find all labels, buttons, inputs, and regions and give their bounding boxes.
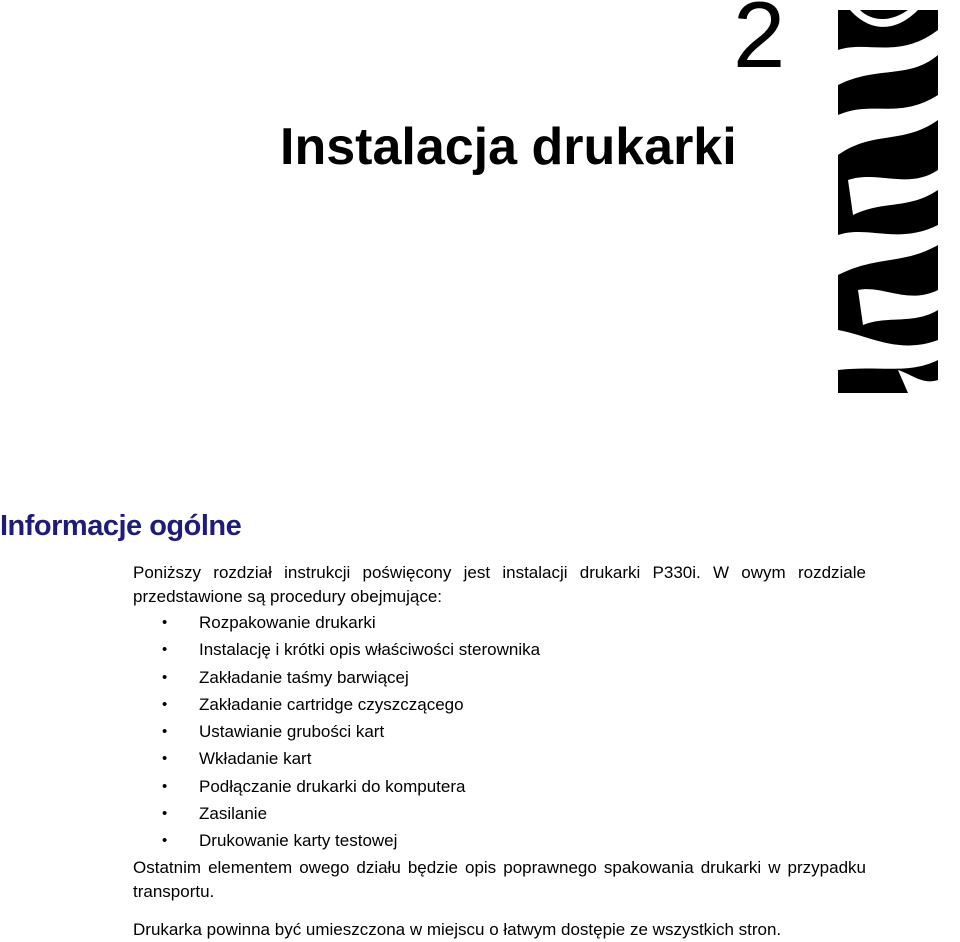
list-item: • Zakładanie cartridge czyszczącego — [162, 691, 540, 718]
list-item: • Ustawianie grubości kart — [162, 718, 540, 745]
list-item: • Zakładanie taśmy barwiącej — [162, 664, 540, 691]
chapter-title: Instalacja drukarki — [280, 118, 737, 176]
list-item: • Drukowanie karty testowej — [162, 827, 540, 854]
procedure-list — [162, 609, 540, 855]
zebra-stripes-icon — [838, 10, 938, 393]
list-item: • Wkładanie kart — [162, 745, 540, 772]
chapter-number: 2 — [733, 0, 786, 87]
closing-paragraph: Ostatnim elementem owego działu będzie opis poprawnego spakowania drukarki w przypadku transportu. — [133, 858, 866, 901]
intro-paragraph: Poniższy rozdział instrukcji poświęcony jest instalacji drukarki P330i. W owym rozdziale przedstawione są procedury obejmujące: — [133, 563, 866, 606]
section-title: Informacje ogólne — [0, 510, 242, 542]
list-item: • Rozpakowanie drukarki — [162, 609, 540, 636]
final-paragraph: Drukarka powinna być umieszczona w miejscu o łatwym dostępie ze wszystkich stron. — [133, 920, 782, 939]
list-item: • Zasilanie — [162, 800, 540, 827]
list-item: • Podłączanie drukarki do komputera — [162, 773, 540, 800]
list-item: • Instalację i krótki opis właściwości sterownika — [162, 636, 540, 663]
